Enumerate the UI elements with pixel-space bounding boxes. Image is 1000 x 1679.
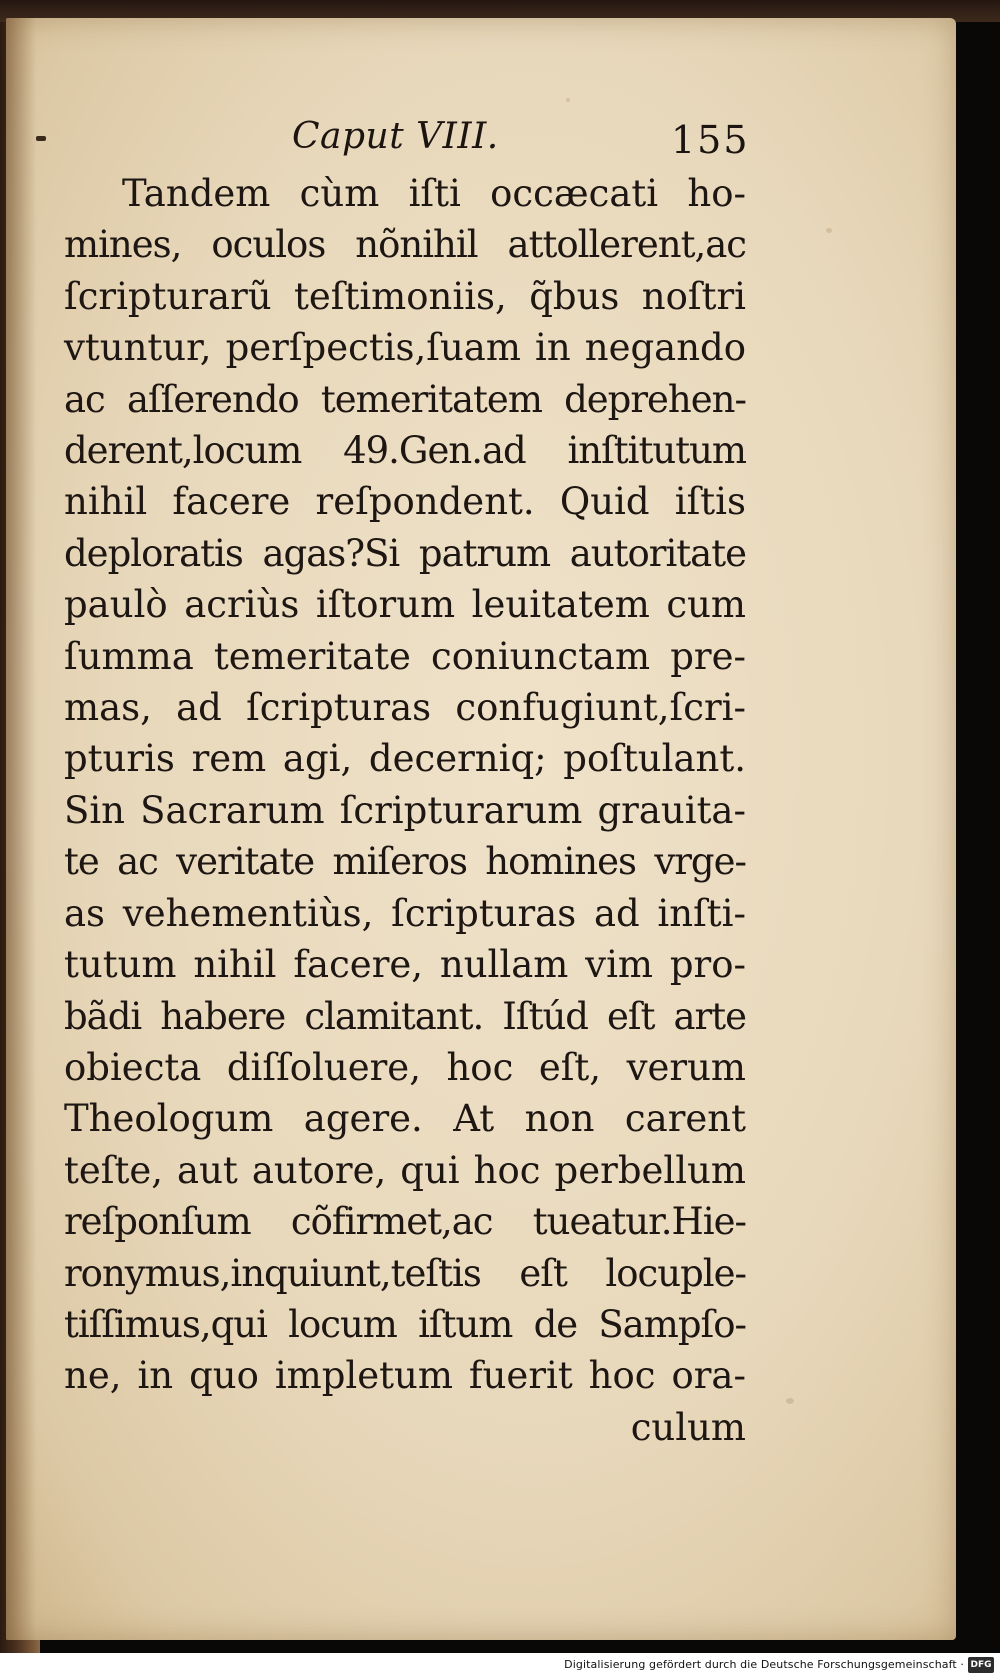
book-page xyxy=(6,18,956,1640)
text-line: teſte, aut autore, qui hoc perbellum xyxy=(64,1148,746,1192)
text-line: paulò acriùs iſtorum leuitatem cum xyxy=(64,583,746,627)
catchword: culum xyxy=(630,1405,746,1449)
text-line: Tandem cùm iſti occæcati ho- xyxy=(122,172,746,215)
text-line: pturis rem agi, decerniq; poſtulant. xyxy=(64,737,746,781)
text-line: te ac veritate miſeros homines vrge- xyxy=(64,840,746,884)
page-number: 155 xyxy=(671,118,750,162)
paper-speck xyxy=(826,228,832,233)
paper-speck xyxy=(786,1398,794,1404)
running-head: Caput VIII. xyxy=(292,116,499,157)
text-line: obiecta diſſoluere, hoc eſt, verum xyxy=(64,1045,746,1089)
text-line: reſponſum cõfirmet,ac tueatur.Hie- xyxy=(64,1200,746,1244)
text-line: ac aſſerendo temeritatem deprehen- xyxy=(64,377,746,421)
text-line: ſcripturarũ teſtimoniis, q̃bus noſtri xyxy=(64,274,746,318)
text-line: mas, ad ſcripturas confugiunt,ſcri- xyxy=(64,686,746,730)
body-text xyxy=(64,168,746,1453)
paper-speck xyxy=(566,98,570,102)
text-line: ronymus,inquiunt,teſtis eſt locuple- xyxy=(64,1251,746,1295)
text-line: tiſſimus,qui locum iſtum de Sampſo- xyxy=(64,1302,746,1346)
text-line: mines, oculos nõnihil attollerent,ac xyxy=(64,223,746,267)
text-line: bãdi habere clamitant. Iſtúd eſt arte xyxy=(64,994,746,1038)
text-line: vtuntur, perſpectis,ſuam in negando xyxy=(64,326,746,370)
page-gutter-shadow xyxy=(6,18,36,1640)
text-line: ſumma temeritate coniunctam pre- xyxy=(64,634,746,678)
text-line: tutum nihil facere, nullam vim pro- xyxy=(64,943,746,987)
text-line: derent,locum 49.Gen.ad inſtitutum xyxy=(64,429,746,473)
text-line: Theologum agere. At non carent xyxy=(64,1097,746,1141)
text-line: ne, in quo impletum fuerit hoc ora- xyxy=(64,1354,746,1398)
text-line: Sin Sacrarum ſcripturarum grauita- xyxy=(64,788,746,832)
text-line: deploratis agas?Si patrum autoritate xyxy=(64,531,746,575)
dfg-logo: DFG xyxy=(968,1657,994,1673)
text-line: as vehementiùs, ſcripturas ad inſti- xyxy=(64,891,746,935)
funding-credit: Digitalisierung gefördert durch die Deutsche Forschungsgemeinschaft · xyxy=(564,1658,964,1671)
text-line: nihil facere reſpondent. Quid iſtis xyxy=(64,480,746,524)
digitization-footer xyxy=(0,1653,1000,1679)
page-header xyxy=(6,116,956,166)
